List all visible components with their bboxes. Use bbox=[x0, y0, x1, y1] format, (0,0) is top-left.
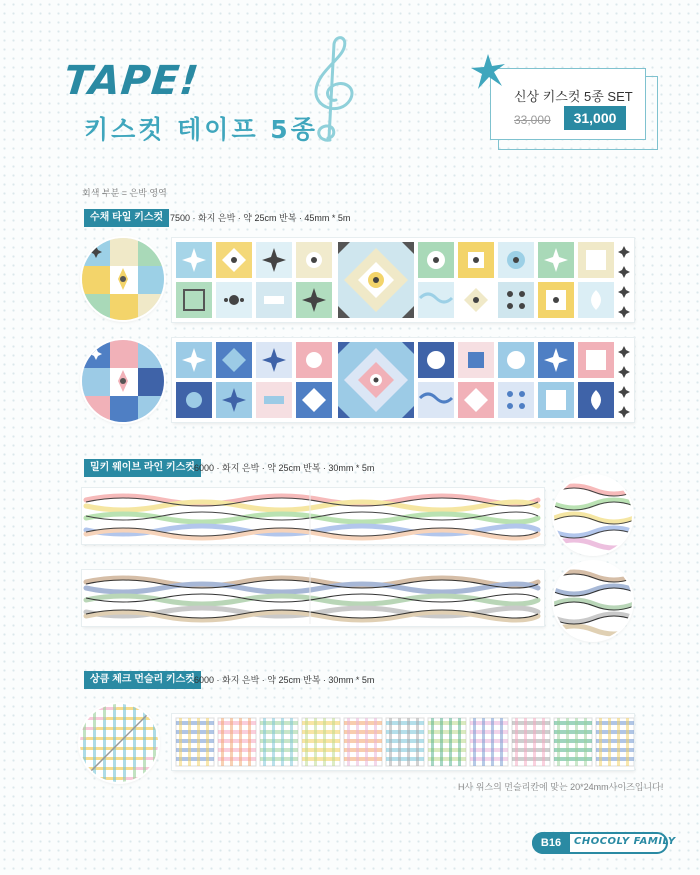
check-sample-circle bbox=[80, 704, 158, 782]
tile-tape-strip-blue bbox=[172, 338, 634, 422]
check-square bbox=[512, 718, 550, 766]
wave-sample-circle bbox=[554, 476, 632, 554]
check-square bbox=[428, 718, 466, 766]
section-label-wave: 밀키 웨이브 라인 키스컷 bbox=[84, 459, 201, 477]
wave-tape-strip-dark bbox=[82, 570, 544, 626]
original-price: 33,000 bbox=[514, 113, 551, 127]
check-square bbox=[596, 718, 634, 766]
check-tape-strip bbox=[172, 714, 634, 770]
check-square bbox=[302, 718, 340, 766]
set-name: 신상 키스컷 5종 SET bbox=[514, 89, 633, 104]
check-square bbox=[470, 718, 508, 766]
size-note: H사 위스의 먼슬리칸에 맞는 20*24mm사이즈입니다! bbox=[458, 782, 664, 792]
sparkle-star-icon bbox=[468, 52, 508, 92]
page-number: B16 bbox=[532, 832, 570, 854]
brand-name: CHOCOLY FAMILY bbox=[574, 836, 676, 847]
tile-sample-circle-blue bbox=[82, 340, 164, 422]
tile-tape-strip bbox=[172, 238, 634, 322]
title-english: TAPE! bbox=[61, 58, 202, 104]
tile-sample-circle bbox=[82, 238, 164, 320]
check-square bbox=[260, 718, 298, 766]
check-square bbox=[554, 718, 592, 766]
title-korean: 키스컷 테이프 5종 bbox=[84, 115, 318, 144]
wave-sample-circle-dark bbox=[554, 562, 632, 640]
check-square bbox=[218, 718, 256, 766]
sale-price: 31,000 bbox=[564, 106, 626, 130]
section-label-check: 상큼 체크 먼슬리 키스컷 bbox=[84, 671, 201, 689]
foil-area-note: 회색 부분 = 은박 영역 bbox=[82, 188, 167, 198]
check-square bbox=[344, 718, 382, 766]
section-spec-tile: 7500 · 화지 은박 · 약 25cm 반복 · 45mm * 5m bbox=[170, 213, 351, 223]
check-square bbox=[386, 718, 424, 766]
check-square bbox=[176, 718, 214, 766]
wave-tape-strip bbox=[82, 488, 544, 544]
treble-clef-icon bbox=[296, 30, 366, 150]
section-spec-wave: 6000 · 화지 은박 · 약 25cm 반복 · 30mm * 5m bbox=[194, 463, 375, 473]
section-label-tile: 수채 타일 키스컷 bbox=[84, 209, 169, 227]
section-spec-check: 6000 · 화지 은박 · 약 25cm 반복 · 30mm * 5m bbox=[194, 675, 375, 685]
